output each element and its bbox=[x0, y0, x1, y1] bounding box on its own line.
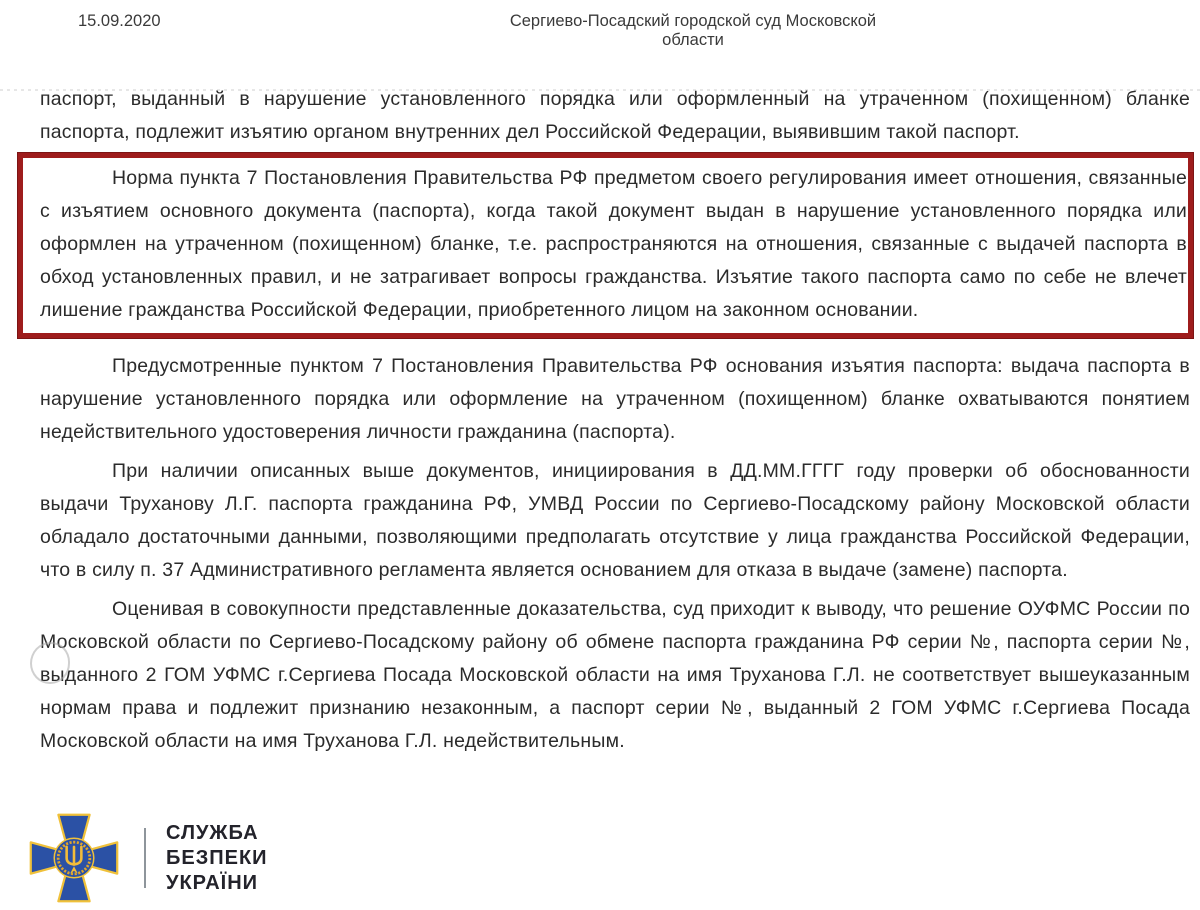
paragraph: паспорт, выданный в нарушение установленного порядка или оформленный на утраченном (похищенном) бланке паспорта, подлежит изъятию органом внутренних дел Российской Федерации, выявившим такой паспорт. bbox=[40, 88, 1190, 143]
sbu-logo bbox=[26, 812, 268, 904]
red-highlight-box bbox=[18, 153, 1193, 338]
sbu-org-name bbox=[166, 821, 268, 896]
org-name-line: СЛУЖБА bbox=[166, 821, 259, 844]
highlighted-paragraph: Норма пункта 7 Постановления Правительства РФ предметом своего регулирования имеет отношения, связанные с изъятием основного документа (паспорта), когда такой документ выдан в нарушение установленного порядка или оформлен на утраченном (похищенном) бланке, т.е. распространяются на отношения, связанные с выдачей паспорта в обход установленных правил, и не затрагивает вопросы гражданства. Изъятие такого паспорта само по себе не влечет лишение гражданства Российской Федерации, приобретенного лицом на законном основании. bbox=[40, 167, 1187, 321]
org-name-line: УКРАЇНИ bbox=[166, 871, 259, 894]
document-date: 15.09.2020 bbox=[78, 12, 161, 30]
paragraph: При наличии описанных выше документов, инициирования в ДД.ММ.ГГГГ году проверки об обоснованности выдачи Труханову Л.Г. паспорта гражданина РФ, УМВД России по Сергиево-Посадскому району Московской области обладало достаточными данными, позволяющими предполагать отсутствие у лица гражданства Российской Федерации, что в силу п. 37 Административного регламента является основанием для отказа в выдаче (замене) паспорта. bbox=[40, 460, 1190, 581]
court-title: Сергиево-Посадский городской суд Московской области bbox=[509, 12, 877, 49]
logo-divider bbox=[144, 828, 146, 888]
document-body bbox=[0, 83, 1200, 758]
org-name-line: БЕЗПЕКИ bbox=[166, 846, 268, 869]
stamp-circle-mark bbox=[30, 642, 70, 684]
paragraph: Предусмотренные пунктом 7 Постановления Правительства РФ основания изъятия паспорта: выдача паспорта в нарушение установленного порядка или оформление на утраченном (похищенном) бланке охватываются понятием недействительного удостоверения личности гражданина (паспорта). bbox=[40, 355, 1190, 443]
document-header bbox=[0, 12, 1200, 49]
paragraph: Оценивая в совокупности представленные доказательства, суд приходит к выводу, что решение ОУФМС России по Московской области по Сергиево-Посадскому району об обмене паспорта гражданина РФ серии №, паспорта серии №, выданного 2 ГОМ УФМС г.Сергиева Посада Московской области на имя Труханова Г.Л. не соответствует вышеуказанным нормам права и подлежит признанию незаконным, а паспорт серии №, выданный 2 ГОМ УФМС г.Сергиева Посада Московской области на имя Труханова Г.Л. недействительным. bbox=[40, 598, 1190, 752]
sbu-cross-trident-emblem-icon bbox=[26, 812, 122, 904]
